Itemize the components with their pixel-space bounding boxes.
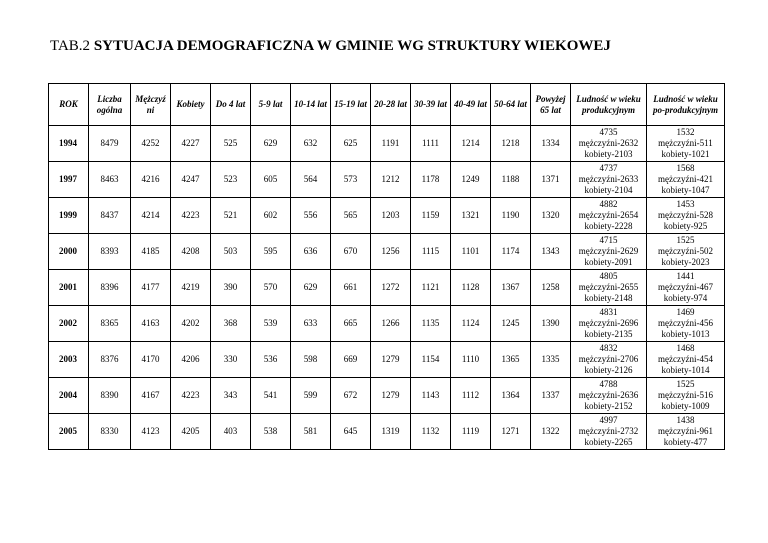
cell-line: kobiety-1047 [661, 185, 710, 195]
table-cell: 670 [331, 234, 371, 270]
cell-line: 4788 [599, 379, 618, 389]
column-header: 30-39 lat [411, 84, 451, 126]
table-cell: 4219 [171, 270, 211, 306]
table-cell: 1159 [411, 198, 451, 234]
table-cell: 565 [331, 198, 371, 234]
table-cell: 1188 [491, 162, 531, 198]
header-row [49, 84, 725, 126]
table-cell: 8396 [89, 270, 131, 306]
table-cell: 1337 [531, 378, 571, 414]
cell-line: mężczyźni-528 [658, 210, 713, 220]
table-cell: 4202 [171, 306, 211, 342]
cell-line: kobiety-974 [663, 293, 708, 303]
cell-line: mężczyźni-2732 [578, 426, 639, 436]
cell-line: 1453 [676, 199, 695, 209]
table-row [49, 126, 725, 162]
table-cell: 4185 [131, 234, 171, 270]
cell-line: mężczyźni-502 [658, 246, 713, 256]
cell-line: 4831 [599, 307, 618, 317]
table-cell: 599 [291, 378, 331, 414]
cell-line: kobiety-2148 [584, 293, 633, 303]
table-cell: 523 [211, 162, 251, 198]
table-cell: 1319 [371, 414, 411, 450]
table-cell: 8390 [89, 378, 131, 414]
table-cell: 503 [211, 234, 251, 270]
table-row [49, 306, 725, 342]
table-cell: 4177 [131, 270, 171, 306]
column-header: Liczba ogólna [89, 84, 131, 126]
table-cell: 1322 [531, 414, 571, 450]
table-cell: 8365 [89, 306, 131, 342]
year-cell: 1999 [49, 198, 89, 234]
cell-line: mężczyźni-2636 [578, 390, 639, 400]
column-header: Powyżej 65 lat [531, 84, 571, 126]
demographics-table [48, 83, 725, 450]
table-cell: 1365 [491, 342, 531, 378]
table-cell: 1266 [371, 306, 411, 342]
table-cell: 1154 [411, 342, 451, 378]
table-cell: 1178 [411, 162, 451, 198]
table-cell: 1128 [451, 270, 491, 306]
table-row [49, 198, 725, 234]
table-cell: 541 [251, 378, 291, 414]
table-cell: 1335 [531, 342, 571, 378]
table-cell: 595 [251, 234, 291, 270]
table-cell: 1135 [411, 306, 451, 342]
column-header: 40-49 lat [451, 84, 491, 126]
table-cell: 1390 [531, 306, 571, 342]
cell-line: 1532 [676, 127, 695, 137]
cell-line: kobiety-477 [663, 437, 708, 447]
table-cell: 661 [331, 270, 371, 306]
table-cell: 1101 [451, 234, 491, 270]
table-cell: 669 [331, 342, 371, 378]
table-cell: 8437 [89, 198, 131, 234]
column-header: Kobiety [171, 84, 211, 126]
cell-line: mężczyźni-2654 [578, 210, 639, 220]
working-age-cell [571, 378, 647, 414]
cell-line: 4737 [599, 163, 618, 173]
working-age-cell [571, 270, 647, 306]
table-cell: 633 [291, 306, 331, 342]
column-header: Mężczyź ni [131, 84, 171, 126]
table-cell: 1190 [491, 198, 531, 234]
table-cell: 4163 [131, 306, 171, 342]
column-header: 50-64 lat [491, 84, 531, 126]
cell-line: kobiety-1021 [661, 149, 710, 159]
working-age-cell [571, 162, 647, 198]
table-cell: 536 [251, 342, 291, 378]
column-header: ROK [49, 84, 89, 126]
table-row [49, 234, 725, 270]
cell-line: mężczyźni-454 [658, 354, 713, 364]
table-row [49, 414, 725, 450]
table-row [49, 270, 725, 306]
column-header: Do 4 lat [211, 84, 251, 126]
column-header: 5-9 lat [251, 84, 291, 126]
cell-line: 4882 [599, 199, 618, 209]
year-cell: 2004 [49, 378, 89, 414]
post-working-age-cell [647, 234, 725, 270]
post-working-age-cell [647, 270, 725, 306]
table-cell: 1191 [371, 126, 411, 162]
post-working-age-cell [647, 126, 725, 162]
table-cell: 632 [291, 126, 331, 162]
post-working-age-cell [647, 162, 725, 198]
cell-line: 1468 [676, 343, 695, 353]
table-cell: 629 [251, 126, 291, 162]
table-cell: 1279 [371, 342, 411, 378]
table-cell: 330 [211, 342, 251, 378]
table-cell: 570 [251, 270, 291, 306]
cell-line: mężczyźni-2706 [578, 354, 639, 364]
table-cell: 1143 [411, 378, 451, 414]
table-cell: 8330 [89, 414, 131, 450]
cell-line: 4832 [599, 343, 618, 353]
table-cell: 1245 [491, 306, 531, 342]
column-header: 10-14 lat [291, 84, 331, 126]
table-cell: 1110 [451, 342, 491, 378]
cell-line: kobiety-2152 [584, 401, 633, 411]
table-cell: 1214 [451, 126, 491, 162]
table-cell: 1212 [371, 162, 411, 198]
table-cell: 605 [251, 162, 291, 198]
table-cell: 625 [331, 126, 371, 162]
cell-line: kobiety-1014 [661, 365, 710, 375]
table-cell: 573 [331, 162, 371, 198]
post-working-age-cell [647, 198, 725, 234]
cell-line: 1469 [676, 307, 695, 317]
table-cell: 1115 [411, 234, 451, 270]
table-cell: 1321 [451, 198, 491, 234]
table-cell: 1334 [531, 126, 571, 162]
year-cell: 2003 [49, 342, 89, 378]
table-cell: 539 [251, 306, 291, 342]
cell-line: kobiety-2104 [584, 185, 633, 195]
table-cell: 4206 [171, 342, 211, 378]
cell-line: mężczyźni-516 [658, 390, 713, 400]
table-cell: 1272 [371, 270, 411, 306]
table-cell: 1132 [411, 414, 451, 450]
table-cell: 581 [291, 414, 331, 450]
cell-line: 4997 [599, 415, 618, 425]
table-cell: 1367 [491, 270, 531, 306]
cell-line: kobiety-2265 [584, 437, 633, 447]
post-working-age-cell [647, 378, 725, 414]
table-cell: 665 [331, 306, 371, 342]
table-cell: 1320 [531, 198, 571, 234]
table-cell: 525 [211, 126, 251, 162]
table-header [49, 84, 725, 126]
table-cell: 521 [211, 198, 251, 234]
working-age-cell [571, 306, 647, 342]
table-cell: 4252 [131, 126, 171, 162]
post-working-age-cell [647, 342, 725, 378]
cell-line: kobiety-2103 [584, 149, 633, 159]
table-cell: 1119 [451, 414, 491, 450]
table-cell: 1112 [451, 378, 491, 414]
cell-line: 4715 [599, 235, 618, 245]
table-cell: 1258 [531, 270, 571, 306]
table-cell: 598 [291, 342, 331, 378]
table-cell: 1279 [371, 378, 411, 414]
table-cell: 1121 [411, 270, 451, 306]
table-cell: 564 [291, 162, 331, 198]
cell-line: kobiety-925 [663, 221, 708, 231]
table-cell: 4123 [131, 414, 171, 450]
column-header: 15-19 lat [331, 84, 371, 126]
cell-line: mężczyźni-511 [658, 138, 713, 148]
post-working-age-cell [647, 414, 725, 450]
table-cell: 4208 [171, 234, 211, 270]
year-cell: 2005 [49, 414, 89, 450]
table-cell: 4223 [171, 198, 211, 234]
table-cell: 1343 [531, 234, 571, 270]
table-cell: 1256 [371, 234, 411, 270]
table-cell: 1364 [491, 378, 531, 414]
cell-line: 1438 [676, 415, 695, 425]
cell-line: 4805 [599, 271, 618, 281]
table-cell: 1124 [451, 306, 491, 342]
table-cell: 602 [251, 198, 291, 234]
table-body [49, 126, 725, 450]
cell-line: 1568 [676, 163, 695, 173]
table-cell: 1203 [371, 198, 411, 234]
table-cell: 538 [251, 414, 291, 450]
cell-line: kobiety-1009 [661, 401, 710, 411]
table-cell: 629 [291, 270, 331, 306]
cell-line: 1525 [676, 379, 695, 389]
table-cell: 8463 [89, 162, 131, 198]
table-cell: 1174 [491, 234, 531, 270]
year-cell: 1997 [49, 162, 89, 198]
table-cell: 4170 [131, 342, 171, 378]
table-cell: 672 [331, 378, 371, 414]
table-cell: 636 [291, 234, 331, 270]
working-age-cell [571, 126, 647, 162]
table-row [49, 162, 725, 198]
working-age-cell [571, 342, 647, 378]
cell-line: kobiety-2023 [661, 257, 710, 267]
working-age-cell [571, 234, 647, 270]
table-number: TAB.2 [50, 38, 91, 54]
table-cell: 1218 [491, 126, 531, 162]
cell-line: mężczyźni-2655 [578, 282, 639, 292]
table-cell: 1271 [491, 414, 531, 450]
table-row [49, 342, 725, 378]
cell-line: kobiety-2091 [584, 257, 633, 267]
column-header: 20-28 lat [371, 84, 411, 126]
cell-line: 4735 [599, 127, 618, 137]
year-cell: 2002 [49, 306, 89, 342]
year-cell: 2001 [49, 270, 89, 306]
table-cell: 1249 [451, 162, 491, 198]
table-cell: 556 [291, 198, 331, 234]
cell-line: mężczyźni-456 [658, 318, 713, 328]
document-title [50, 38, 611, 55]
cell-line: mężczyźni-961 [658, 426, 713, 436]
cell-line: mężczyźni-2629 [578, 246, 639, 256]
column-header: Ludność w wieku po-produkcyjnym [647, 84, 725, 126]
table-cell: 4247 [171, 162, 211, 198]
table-cell: 4167 [131, 378, 171, 414]
cell-line: 1525 [676, 235, 695, 245]
table-cell: 4227 [171, 126, 211, 162]
cell-line: mężczyźni-2696 [578, 318, 639, 328]
table-cell: 1371 [531, 162, 571, 198]
table-cell: 368 [211, 306, 251, 342]
cell-line: kobiety-2126 [584, 365, 633, 375]
table-cell: 403 [211, 414, 251, 450]
year-cell: 1994 [49, 126, 89, 162]
cell-line: kobiety-2135 [584, 329, 633, 339]
cell-line: kobiety-1013 [661, 329, 710, 339]
post-working-age-cell [647, 306, 725, 342]
cell-line: mężczyźni-2632 [578, 138, 639, 148]
table-cell: 1111 [411, 126, 451, 162]
table-cell: 390 [211, 270, 251, 306]
column-header: Ludność w wieku produkcyjnym [571, 84, 647, 126]
cell-line: mężczyźni-421 [658, 174, 713, 184]
table-cell: 4216 [131, 162, 171, 198]
working-age-cell [571, 198, 647, 234]
table-cell: 8376 [89, 342, 131, 378]
table-cell: 343 [211, 378, 251, 414]
table-cell: 8479 [89, 126, 131, 162]
table-row [49, 378, 725, 414]
table-cell: 4205 [171, 414, 211, 450]
cell-line: kobiety-2228 [584, 221, 633, 231]
table-cell: 8393 [89, 234, 131, 270]
year-cell: 2000 [49, 234, 89, 270]
table-cell: 645 [331, 414, 371, 450]
working-age-cell [571, 414, 647, 450]
table-cell: 4223 [171, 378, 211, 414]
table-title: SYTUACJA DEMOGRAFICZNA W GMINIE WG STRUKTURY WIEKOWEJ [93, 38, 611, 54]
cell-line: mężczyźni-467 [658, 282, 713, 292]
table-cell: 4214 [131, 198, 171, 234]
cell-line: 1441 [676, 271, 695, 281]
cell-line: mężczyźni-2633 [578, 174, 639, 184]
